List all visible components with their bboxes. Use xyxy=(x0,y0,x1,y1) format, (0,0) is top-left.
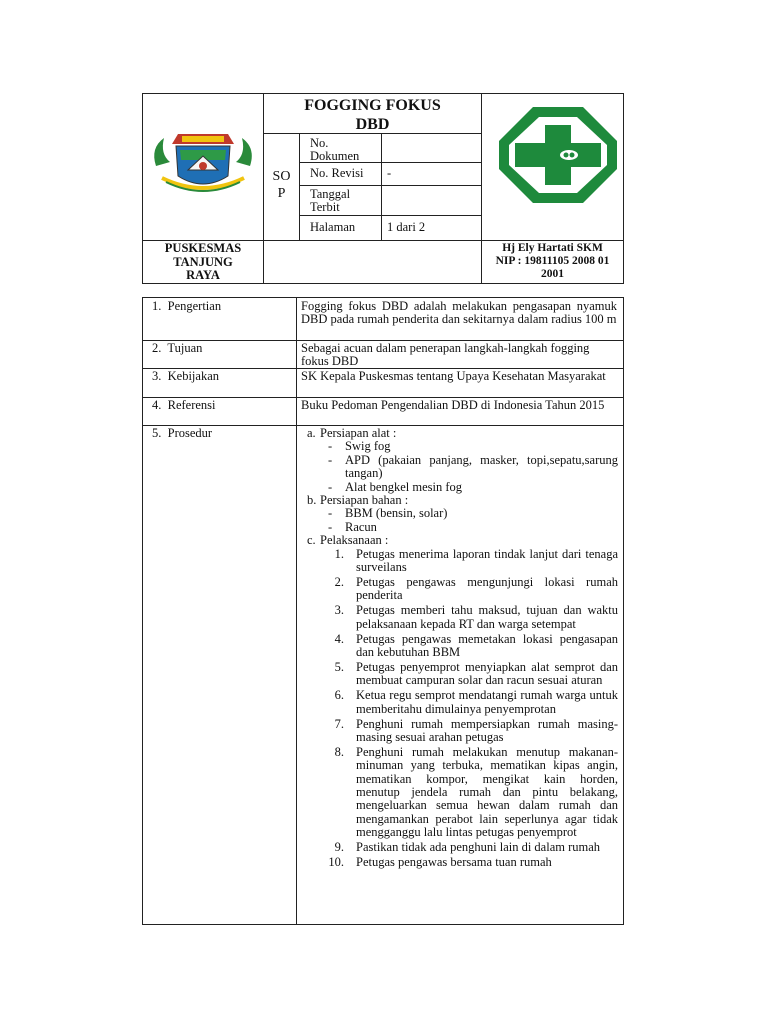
procedure-step-number: 6. xyxy=(334,688,344,703)
list-item: - Alat bengkel mesin fog xyxy=(328,479,462,494)
list-item: - Racun xyxy=(328,519,377,534)
procedure-step xyxy=(300,689,618,716)
procedure-step xyxy=(300,548,618,575)
row-text-kebijakan: SK Kepala Puskesmas tentang Upaya Kesehatan Masyarakat xyxy=(301,369,606,383)
procedure-step-number: 1. xyxy=(334,546,344,561)
procedure-step xyxy=(300,576,618,603)
procedure-step xyxy=(300,841,618,854)
section-a xyxy=(300,427,618,440)
procedure-step xyxy=(300,856,618,869)
meta-value-halaman: 1 dari 2 xyxy=(387,220,426,234)
list-item: - Swig fog xyxy=(328,439,391,454)
list-item: - APD (pakaian panjang, masker, topi,sepatu,sarung tangan) xyxy=(328,452,618,481)
procedure-step xyxy=(300,661,618,688)
procedure-step-text: Petugas pengawas mengunjungi lokasi rumah penderita xyxy=(356,574,618,603)
procedure-step-text: Petugas pengawas bersama tuan rumah xyxy=(356,855,552,870)
procedure-step-text: Penghuni rumah melakukan menutup makanan-minuman yang terbuka, mematikan kipas angin, mematikan kompor, mengikat kain horden, menutup jendela rumah dan pintu belakang, mengeluarkan semua hewan dalam rumah dan mengamankan perabot lain seperlunya agar tidak mengganggu lalu lintas petugas penyemprot xyxy=(356,744,618,840)
procedure-step xyxy=(300,633,618,660)
procedure-step xyxy=(300,718,618,745)
section-a-title: Persiapan alat : xyxy=(320,427,397,440)
section-b-label: b. xyxy=(307,493,317,508)
procedure-step-number: 7. xyxy=(334,716,344,731)
procedure-step-number: 4. xyxy=(334,631,344,646)
sop-label: SO xyxy=(272,169,291,184)
org-name: PUSKESMAS xyxy=(164,241,242,255)
row-label-pengertian: 1. Pengertian xyxy=(152,299,222,313)
section-a-label: a. xyxy=(307,427,316,440)
regional-emblem-icon xyxy=(148,126,258,198)
procedure-step-text: Petugas memberi tahu maksud, tujuan dan waktu pelaksanaan kepada RT dan warga setempat xyxy=(356,603,618,631)
org-name-line3: RAYA xyxy=(186,268,220,282)
section-c xyxy=(300,534,618,547)
row-text-tujuan: Sebagai acuan dalam penerapan langkah-langkah fogging fokus DBD xyxy=(301,341,590,369)
row-label-tujuan: 2. Tujuan xyxy=(152,341,203,355)
meta-value-no-revisi: - xyxy=(387,166,392,180)
procedure-step-number: 3. xyxy=(334,603,344,618)
meta-label-halaman: Halaman xyxy=(310,220,356,234)
org-name-line2: TANJUNG xyxy=(173,254,233,269)
list-item: - BBM (bensin, solar) xyxy=(328,506,448,521)
pelaksanaan-list xyxy=(300,548,618,870)
doc-title: FOGGING FOKUS xyxy=(304,97,441,114)
meta-label-tanggal-terbit: Tanggal Terbit xyxy=(310,187,351,214)
procedure-step-number: 5. xyxy=(334,659,344,674)
row-label-referensi: 4. Referensi xyxy=(152,398,216,412)
section-c-label: c. xyxy=(307,533,316,548)
row-text-referensi: Buku Pedoman Pengendalian DBD di Indonesia Tahun 2015 xyxy=(301,398,605,412)
section-b-title: Persiapan bahan : xyxy=(320,493,409,508)
procedure-step xyxy=(300,604,618,631)
row-text-pengertian: Fogging fokus DBD adalah melakukan pengasapan nyamuk DBD pada rumah penderita dan sekitarnya dalam radius 100 m xyxy=(301,299,617,327)
row-label-kebijakan: 3. Kebijakan xyxy=(152,369,219,383)
meta-label-no-dokumen: No. Dokumen xyxy=(310,136,360,163)
procedure-step-number: 10. xyxy=(328,855,344,870)
sop-label-line2: P xyxy=(277,186,286,201)
meta-label-no-revisi: No. Revisi xyxy=(310,166,364,180)
procedure-step-text: Penghuni rumah mempersiapkan rumah masing-masing sesuai arahan petugas xyxy=(356,716,618,744)
prosedur-content xyxy=(300,427,618,924)
signatory-nip: NIP : 19811105 2008 01 xyxy=(495,255,610,267)
signatory-name: Hj Ely Hartati SKM xyxy=(502,242,603,254)
procedure-step-number: 9. xyxy=(334,840,344,855)
procedure-step xyxy=(300,746,618,840)
procedure-step-number: 2. xyxy=(334,574,344,589)
signatory-nip-line2: 2001 xyxy=(541,268,564,280)
procedure-step-text: Petugas menerima laporan tindak lanjut dari tenaga surveilans xyxy=(356,546,618,575)
procedure-step-text: Petugas penyemprot menyiapkan alat semprot dan membuat campuran solar dan racun sesuai aturan xyxy=(356,659,618,688)
section-b xyxy=(300,494,618,507)
puskesmas-cross-icon xyxy=(497,105,619,205)
procedure-step-text: Pastikan tidak ada penghuni lain di dalam rumah xyxy=(356,840,601,855)
procedure-step-text: Petugas pengawas memetakan lokasi pengasapan dan kebutuhan BBM xyxy=(356,631,618,659)
section-c-title: Pelaksanaan : xyxy=(320,533,389,548)
procedure-step-text: Ketua regu semprot mendatangi rumah warga untuk memberitahu dimulainya penyemprotan xyxy=(356,688,618,716)
procedure-step-number: 8. xyxy=(334,744,344,759)
doc-title-line2: DBD xyxy=(355,116,390,133)
row-label-prosedur: 5. Prosedur xyxy=(152,426,213,440)
